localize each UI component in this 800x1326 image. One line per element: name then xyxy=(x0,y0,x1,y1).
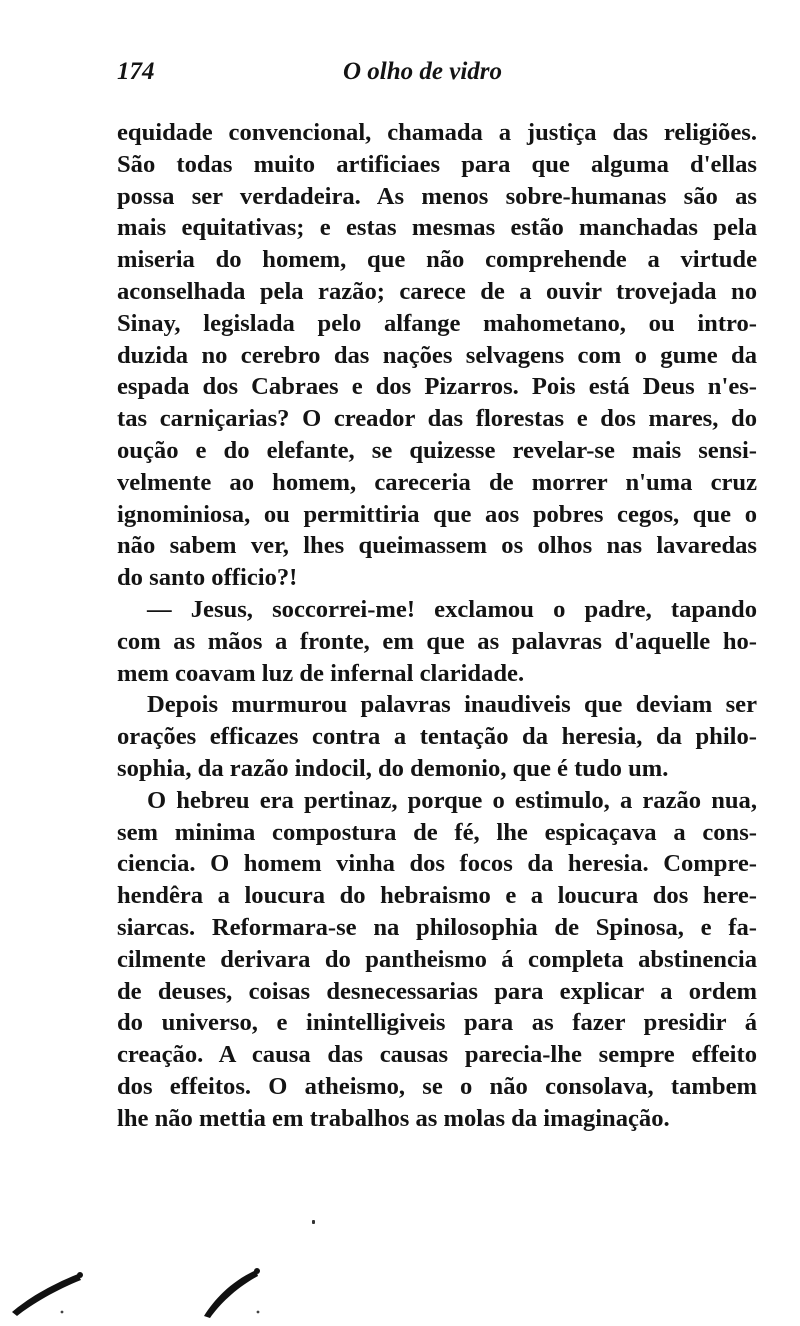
text-line: velmente ao homem, careceria de morrer n'uma cruz xyxy=(117,468,757,496)
text-line: de deuses, coisas desnecessarias para explicar a ordem xyxy=(117,977,757,1005)
text-line: Depois murmurou palavras inaudiveis que deviam ser xyxy=(147,691,757,719)
running-title: O olho de vidro xyxy=(343,58,503,85)
page-number: 174 xyxy=(117,58,155,85)
text-line: oução e do elefante, se quizesse revelar-se mais sensi- xyxy=(117,436,757,464)
text-line: dos effeitos. O atheismo, se o não consolava, tambem xyxy=(117,1072,757,1100)
text-line: O hebreu era pertinaz, porque o estimulo, a razão nua, xyxy=(147,786,757,814)
text-line: do universo, e inintelligiveis para as fazer presidir á xyxy=(117,1009,757,1037)
text-line: do santo officio?! xyxy=(117,564,298,592)
text-line: mais equitativas; e estas mesmas estão manchadas pela xyxy=(117,214,757,242)
text-line: equidade convencional, chamada a justiça das religiões. xyxy=(117,119,757,146)
text-line: mem coavam luz de infernal claridade. xyxy=(117,659,525,687)
text-line: aconselhada pela razão; carece de a ouvir trovejada no xyxy=(117,277,757,305)
text-line: duzida no cerebro das nações selvagens com o gume da xyxy=(117,341,757,369)
text-line: possa ser verdadeira. As menos sobre-humanas são as xyxy=(117,182,757,210)
text-line: sophia, da razão indocil, do demonio, que é tudo um. xyxy=(117,754,669,782)
text-line: cilmente derivara do pantheismo á completa abstinencia xyxy=(117,945,757,973)
text-line: hendêra a loucura do hebraismo e a loucura dos here- xyxy=(117,882,757,910)
ink-stroke-mark xyxy=(200,1264,270,1320)
body-text xyxy=(117,117,757,1135)
text-line: espada dos Cabraes e dos Pizarros. Pois está Deus n'es- xyxy=(117,373,757,401)
text-line: com as mãos a fronte, em que as palavras d'aquelle ho- xyxy=(117,627,757,655)
text-line: não sabem ver, lhes queimassem os olhos nas lavaredas xyxy=(117,532,757,560)
text-line: miseria do homem, que não comprehende a virtude xyxy=(117,246,757,274)
text-line: sem minima compostura de fé, lhe espicaçava a cons- xyxy=(117,818,757,846)
text-line: creação. A causa das causas parecia-lhe sempre effeito xyxy=(117,1041,757,1069)
text-line: ignominiosa, ou permittiria que aos pobres cegos, que o xyxy=(117,500,757,528)
ink-speck xyxy=(312,1220,315,1224)
text-line: tas carniçarias? O creador das florestas e dos mares, do xyxy=(117,405,757,433)
text-line: São todas muito artificiaes para que alguma d'ellas xyxy=(117,150,757,178)
page-header xyxy=(117,58,757,98)
text-line: ciencia. O homem vinha dos focos da heresia. Compre- xyxy=(117,850,757,878)
text-line: — Jesus, soccorrei-me! exclamou o padre, tapando xyxy=(147,595,757,623)
text-line: lhe não mettia em trabalhos as molas da imaginação. xyxy=(117,1104,670,1132)
ink-stroke-mark xyxy=(8,1266,84,1318)
text-line: Sinay, legislada pelo alfange mahometano, ou intro- xyxy=(117,309,757,337)
text-line: orações efficazes contra a tentação da heresia, da philo- xyxy=(117,723,757,751)
text-line: siarcas. Reformara-se na philosophia de Spinosa, e fa- xyxy=(117,913,757,941)
